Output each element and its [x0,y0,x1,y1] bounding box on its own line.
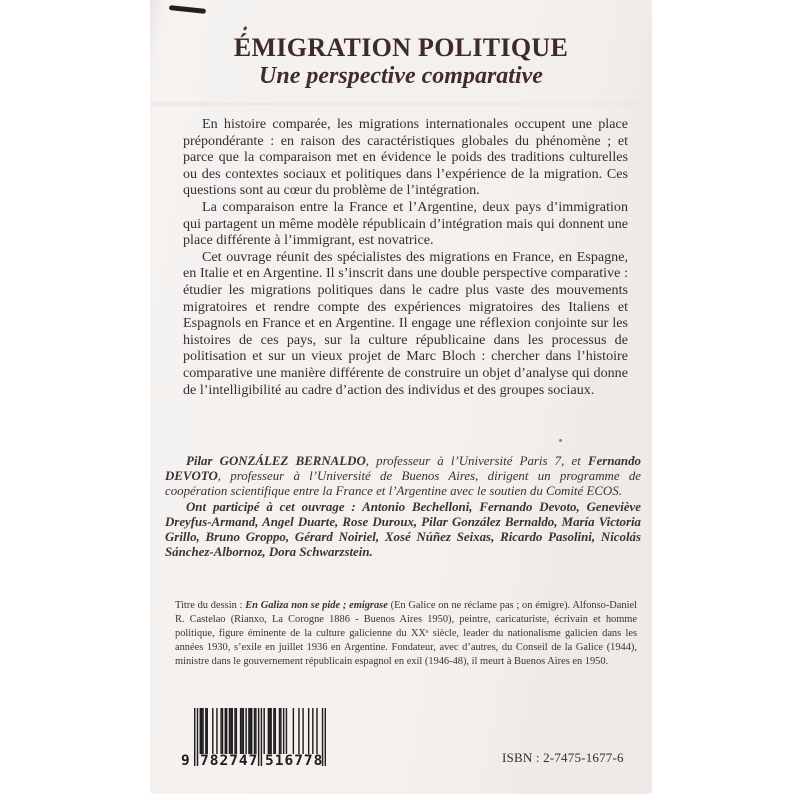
barcode-digits-right: 516778 [265,753,324,769]
barcode-digits-left: 782747 [200,753,259,769]
paper-crease [150,103,652,105]
synopsis-paragraph: Cet ouvrage réunit des spécialistes des migrations en France, en Espagne, en Italie et en Argentine. Il s’inscrit dans une double perspective comparative : étudier les migrations politiques dans le cadre plus vaste des mouvements migratoires et rendre compte des expériences migratoires des Italiens et Espagnols en France et en Argentine. Il engage une réflexion conjointe sur les histoires de ces pays, sur la culture républicaine dans les processus de politisation et sur un vieux projet de Marc Bloch : chercher dans l’histoire comparative une manière différente de construire un objet d’analyse qui donne de l’intelligibilité au cadre d’action des individus et des groupes sociaux. [183,248,628,398]
drawing-title: En Galiza non se pide ; emigrase [245,600,388,611]
synopsis-paragraph: La comparaison entre la France et l’Argentine, deux pays d’immigration qui partagent un même modèle républicain d’intégration mais qui donnent une place différente à l’immigrant, est novatrice. [183,198,628,249]
author-role: , professeur à l’Université de Buenos Aires, dirigent un programme de coopération scientifique entre la France et l’Argentine avec le soutien du Comité ECOS. [165,469,641,499]
synopsis [183,116,628,398]
authors-note [165,454,641,500]
drawing-caption-text: (En Galice on ne réclame pas ; on émigre). Alfonso-Daniel R. Castelao (Rianxo, La Corogne 1886 - Buenos Aires 1950), peintre, caricaturiste, écrivain et homme politique, figure éminente de la culture galicienne du XXᵉ siècle, leader du nationalisme galicien dans les années 1930, s’exile en juillet 1936 en Argentine. Fondateur, avec d’autres, du Conseil de la Galice (1944), ministre dans le gouvernement républicain espagnol en exil (1946-48), il meurt à Buenos Aires en 1950. [175,600,637,667]
pen-mark-icon [169,5,206,13]
book-title: ÉMIGRATION POLITIQUE [233,33,569,62]
author-role: , professeur à l’Université Paris 7, et [365,454,588,468]
contributors-note: Ont participé à cet ouvrage : Antonio Bechelloni, Fernando Devoto, Geneviève Dreyfus-Armand, Angel Duarte, Rose Duroux, Pilar González Bernaldo, María Victoria Grillo, Bruno Groppo, Gérard Noiriel, Xosé Núñez Seixas, Ricardo Pasolini, Nicolás Sánchez-Albornoz, Dora Schwarzstein. [165,499,641,560]
ink-speck-icon [559,439,562,442]
author-name: Pilar GONZÁLEZ BERNALDO [186,454,366,468]
barcode-digit-prefix: 9 [181,753,191,769]
drawing-caption [175,599,637,669]
isbn-label: ISBN : 2-7475-1677-6 [502,750,624,765]
book-subtitle: Une perspective comparative [259,63,543,89]
author-name: Fernando DEVOTO [165,454,641,484]
ink-speck-icon [243,26,247,31]
credits [165,454,641,560]
back-cover [150,0,652,794]
synopsis-paragraph: En histoire comparée, les migrations internationales occupent une place prépondérante : en raison des caractéristiques globales du phénomène ; et parce que la comparaison met en évidence le poids des traditions culturelles ou des contextes sociaux et politiques dans l’expérience de la migration. Ces questions sont au cœur du problème de l’intégration. [183,116,628,199]
barcode [181,708,326,774]
drawing-caption-label: Titre du dessin : [175,600,246,611]
